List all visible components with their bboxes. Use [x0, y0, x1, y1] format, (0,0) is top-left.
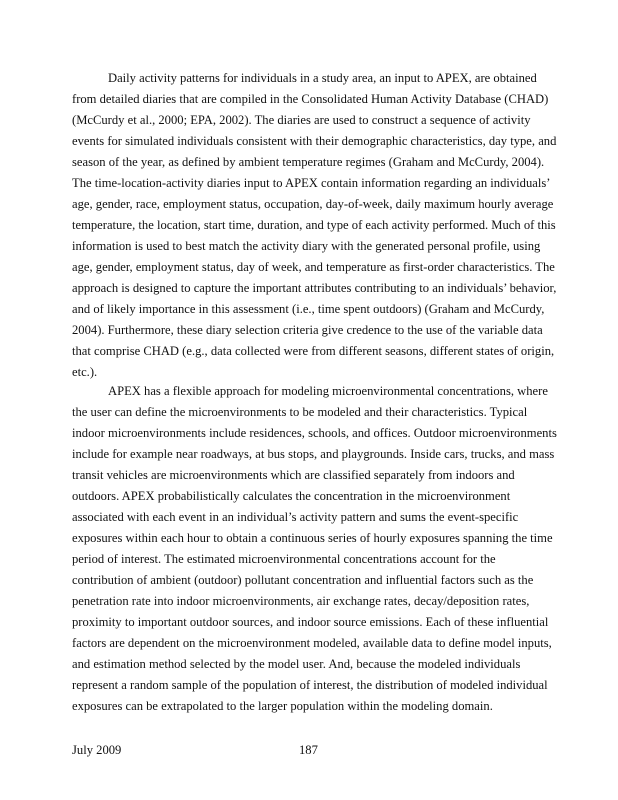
text-line: The time-location-activity diaries input to APEX contain information regarding an individuals’ [72, 176, 551, 190]
text-line: proximity to important outdoor sources, and indoor source emissions. Each of these influential [72, 615, 549, 629]
text-line: temperature, the location, start time, duration, and type of each activity performed. Much of this [72, 218, 556, 232]
paragraph-microenvironments [72, 381, 588, 717]
text-line: that comprise CHAD (e.g., data collected were from different seasons, different states of origin, [72, 344, 555, 358]
text-line: age, gender, race, employment status, occupation, day-of-week, daily maximum hourly average [72, 197, 554, 211]
text-line: exposures can be extrapolated to the larger population within the modeling domain. [72, 699, 493, 713]
text-line: APEX has a flexible approach for modeling microenvironmental concentrations, where [108, 384, 548, 398]
text-line: and estimation method selected by the model user. And, because the modeled individuals [72, 657, 521, 671]
text-line: information is used to best match the activity diary with the generated personal profile, using [72, 239, 541, 253]
footer-date: July 2009 [72, 743, 122, 757]
page-number: 187 [299, 743, 318, 757]
text-line: (McCurdy et al., 2000; EPA, 2002). The diaries are used to construct a sequence of activity [72, 113, 531, 127]
text-line: approach is designed to capture the important attributes contributing to an individuals’ behavior, [72, 281, 557, 295]
text-line: from detailed diaries that are compiled in the Consolidated Human Activity Database (CHAD) [72, 92, 549, 106]
text-line: and of likely importance in this assessment (i.e., time spent outdoors) (Graham and McCurdy, [72, 302, 545, 316]
text-line: indoor microenvironments include residences, schools, and offices. Outdoor microenvironments [72, 426, 557, 440]
text-line: exposures within each hour to obtain a continuous series of hourly exposures spanning the time [72, 531, 553, 545]
text-line: season of the year, as defined by ambient temperature regimes (Graham and McCurdy, 2004). [72, 155, 545, 169]
text-line: transit vehicles are microenvironments which are classified separately from indoors and [72, 468, 515, 482]
text-line: factors are dependent on the microenvironment modeled, available data to define model inputs, [72, 636, 552, 650]
paragraph-activity-patterns [72, 68, 588, 383]
text-line: etc.). [72, 365, 98, 379]
text-line: associated with each event in an individual’s activity pattern and sums the event-specific [72, 510, 519, 524]
text-line: the user can define the microenvironments to be modeled and their characteristics. Typical [72, 405, 528, 419]
text-line: contribution of ambient (outdoor) pollutant concentration and influential factors such as the [72, 573, 534, 587]
text-line: Daily activity patterns for individuals in a study area, an input to APEX, are obtained [108, 71, 537, 85]
text-line: penetration rate into indoor microenvironments, air exchange rates, decay/deposition rates, [72, 594, 530, 608]
text-line: events for simulated individuals consistent with their demographic characteristics, day type, and [72, 134, 557, 148]
text-line: include for example near roadways, at bus stops, and playgrounds. Inside cars, trucks, and mass [72, 447, 555, 461]
text-line: 2004). Furthermore, these diary selection criteria give credence to the use of the variable data [72, 323, 543, 337]
text-line: period of interest. The estimated microenvironmental concentrations account for the [72, 552, 496, 566]
text-line: represent a random sample of the population of interest, the distribution of modeled individual [72, 678, 548, 692]
text-line: outdoors. APEX probabilistically calculates the concentration in the microenvironment [72, 489, 511, 503]
text-line: age, gender, employment status, day of week, and temperature as first-order characteristics. The [72, 260, 555, 274]
